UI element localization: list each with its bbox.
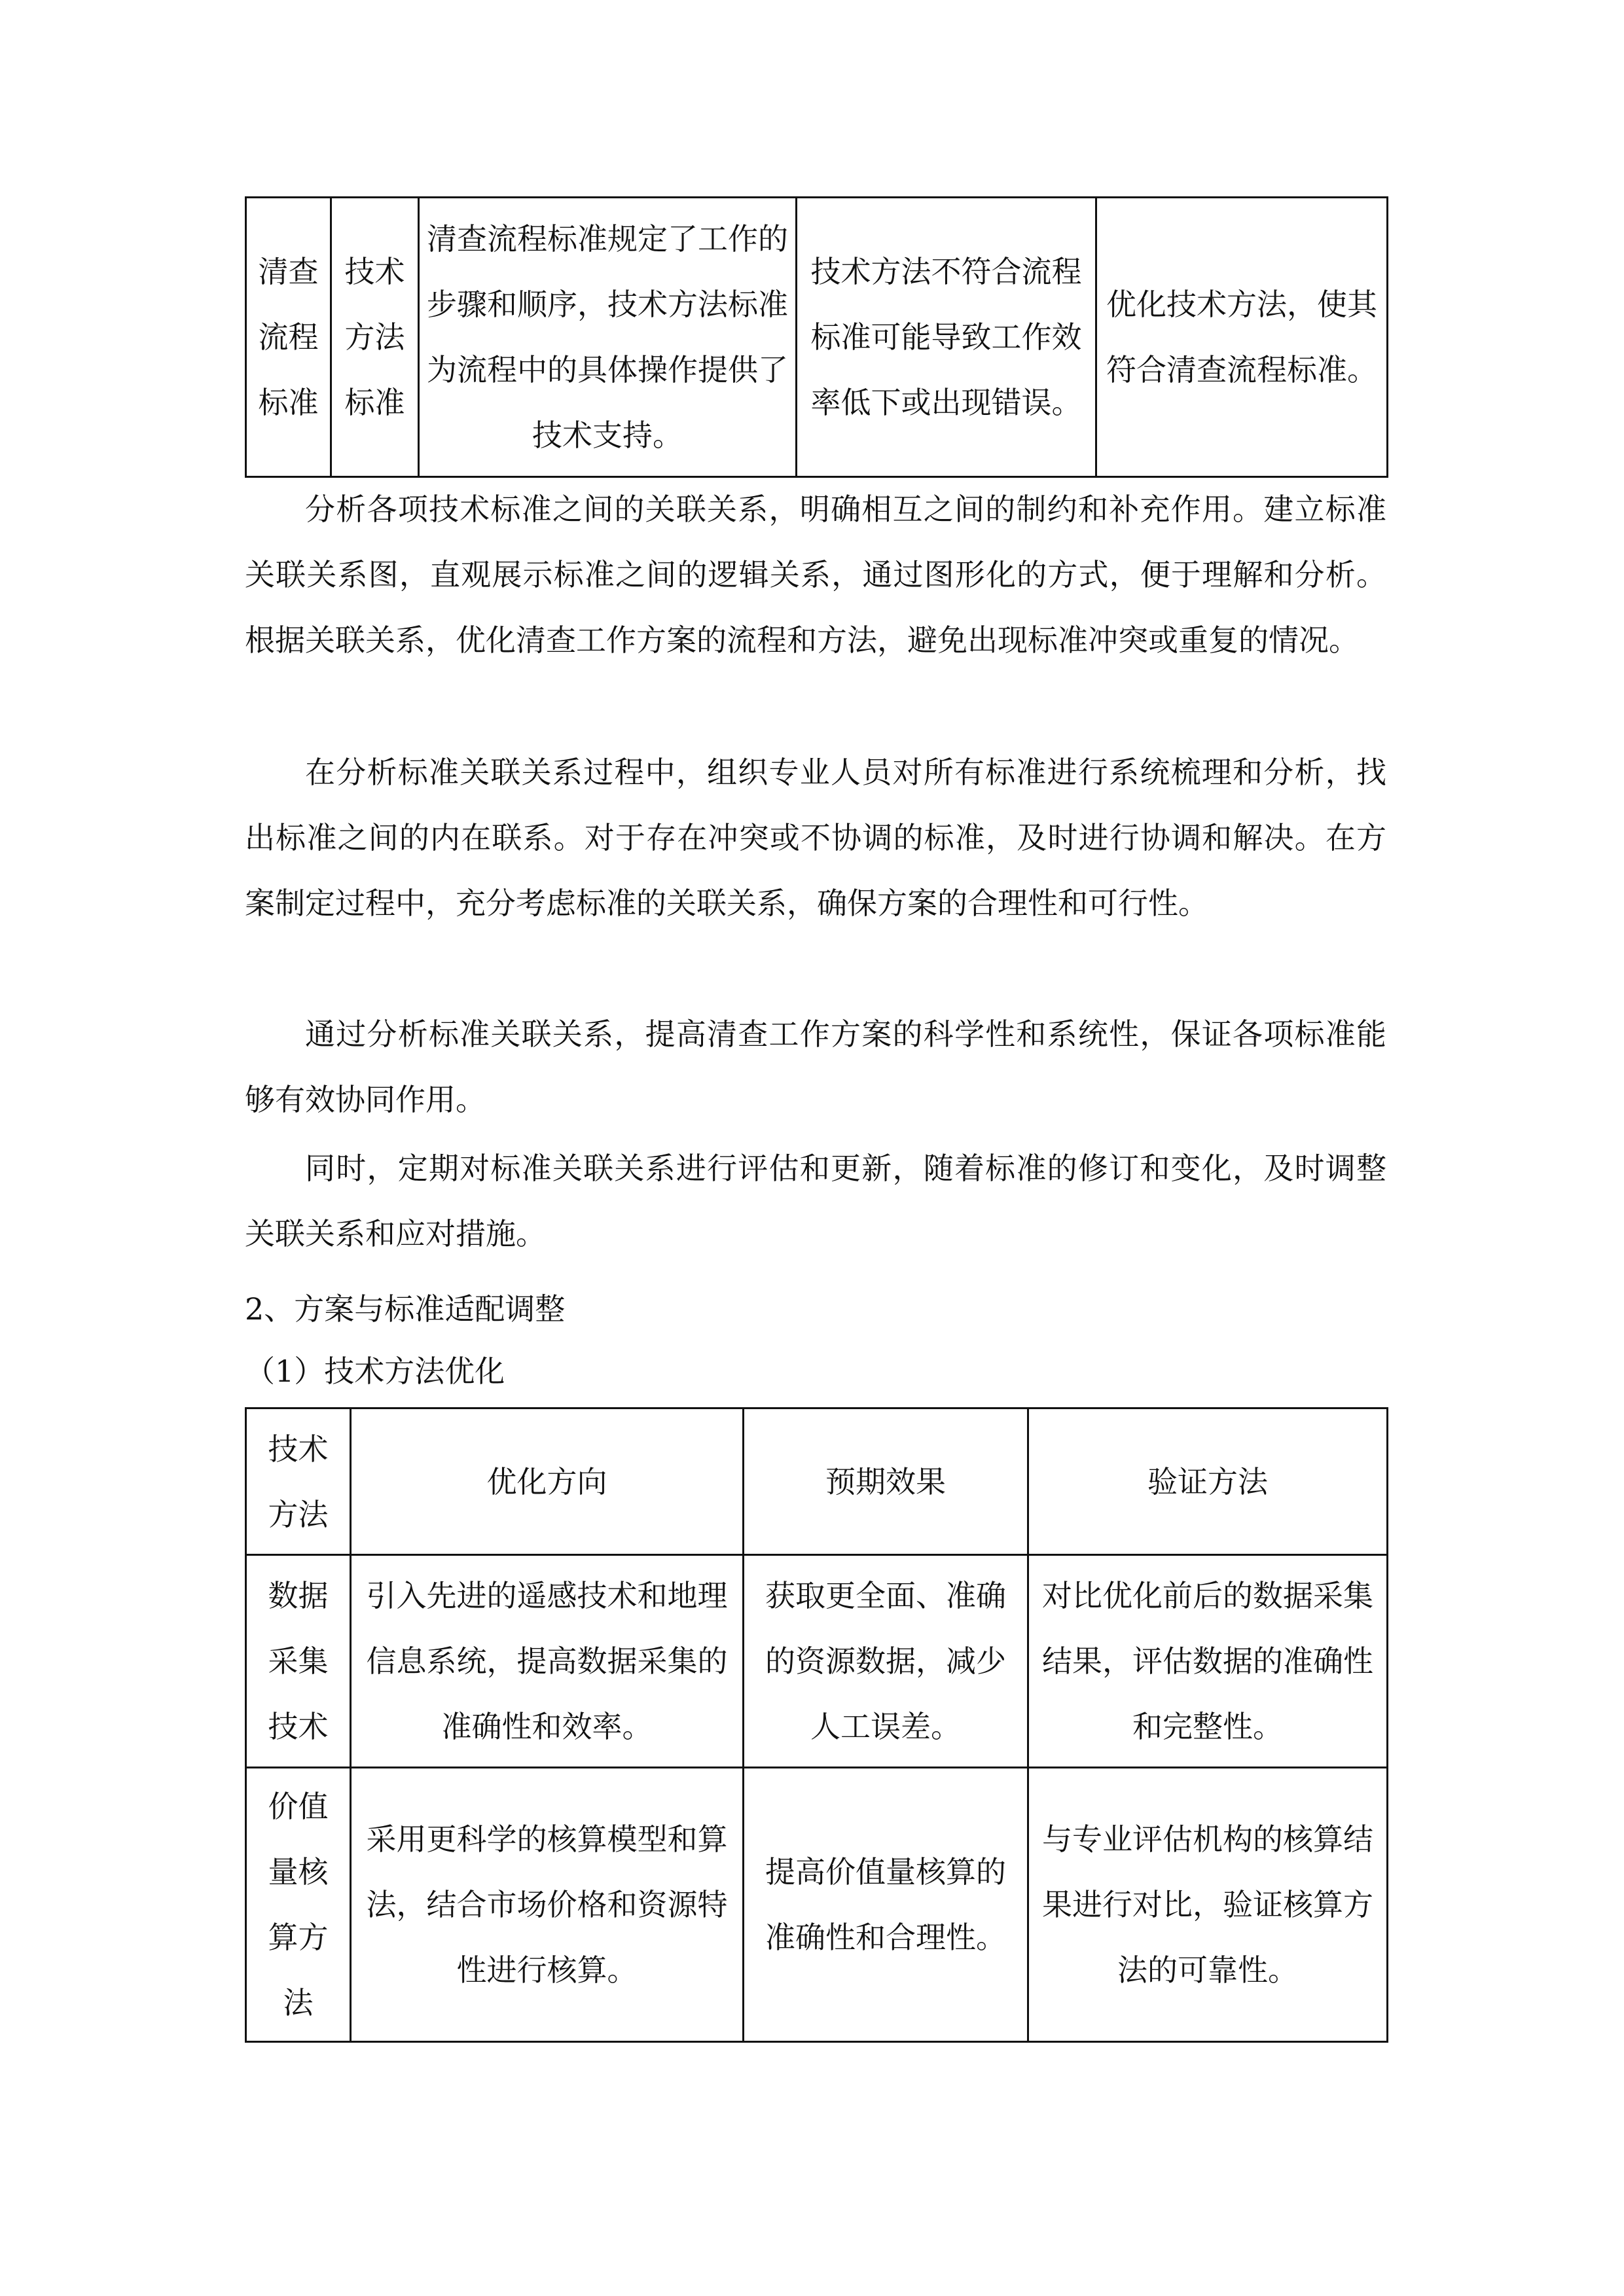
subsection-heading: （1）技术方法优化 [245,1354,505,1389]
paragraph: 在分析标准关联关系过程中，组织专业人员对所有标准进行系统梳理和分析，找出标准之间的内在联系。对于存在冲突或不协调的标准，及时进行协调和解决。在方案制定过程中，充分考虑标准的关联关系，确保方案的合理性和可行性。 [245,755,1386,921]
table-cell-effect: 获取更全面、准确的资源数据，减少人工误差。 [744,1555,1028,1768]
table-row [246,198,1388,477]
table-header-cell: 预期效果 [744,1408,1028,1555]
table-cell-effect: 提高价值量核算的准确性和合理性。 [744,1768,1028,2042]
table-cell-measure: 优化技术方法，使其符合清查流程标准。 [1096,198,1388,477]
table-cell-verification: 与专业评估机构的核算结果进行对比，验证核算方法的可靠性。 [1028,1768,1388,2042]
paragraph: 分析各项技术标准之间的关联关系，明确相互之间的制约和补充作用。建立标准关联关系图，直观展示标准之间的逻辑关系，通过图形化的方式，便于理解和分析。根据关联关系，优化清查工作方案的流程和方法，避免出现标准冲突或重复的情况。 [245,492,1386,658]
table-row [246,1555,1388,1768]
table-cell-method: 价值量核算方法 [246,1768,351,2042]
paragraph: 通过分析标准关联关系，提高清查工作方案的科学性和系统性，保证各项标准能够有效协同作用。 [245,1016,1386,1117]
section-heading: 2、方案与标准适配调整 [245,1291,566,1327]
table-header-cell: 技术方法 [246,1408,351,1555]
paragraph: 同时，定期对标准关联关系进行评估和更新，随着标准的修订和变化，及时调整关联关系和应对措施。 [245,1151,1386,1251]
table-cell-verification: 对比优化前后的数据采集结果，评估数据的准确性和完整性。 [1028,1555,1388,1768]
table-row [246,1768,1388,2042]
table-cell-standard-b: 技术方法标准 [331,198,419,477]
standards-relation-table [245,196,1388,478]
table-cell-direction: 采用更科学的核算模型和算法，结合市场价格和资源特性进行核算。 [351,1768,744,2042]
table-cell-relation: 清查流程标准规定了工作的步骤和顺序，技术方法标准为流程中的具体操作提供了技术支持。 [419,198,797,477]
table-cell-conflict: 技术方法不符合流程标准可能导致工作效率低下或出现错误。 [797,198,1096,477]
table-cell-standard-a: 清查流程标准 [246,198,331,477]
method-optimization-table [245,1407,1388,2043]
table-header-row [246,1408,1388,1555]
table-cell-method: 数据采集技术 [246,1555,351,1768]
table-cell-direction: 引入先进的遥感技术和地理信息系统，提高数据采集的准确性和效率。 [351,1555,744,1768]
table-header-cell: 验证方法 [1028,1408,1388,1555]
table-header-cell: 优化方向 [351,1408,744,1555]
